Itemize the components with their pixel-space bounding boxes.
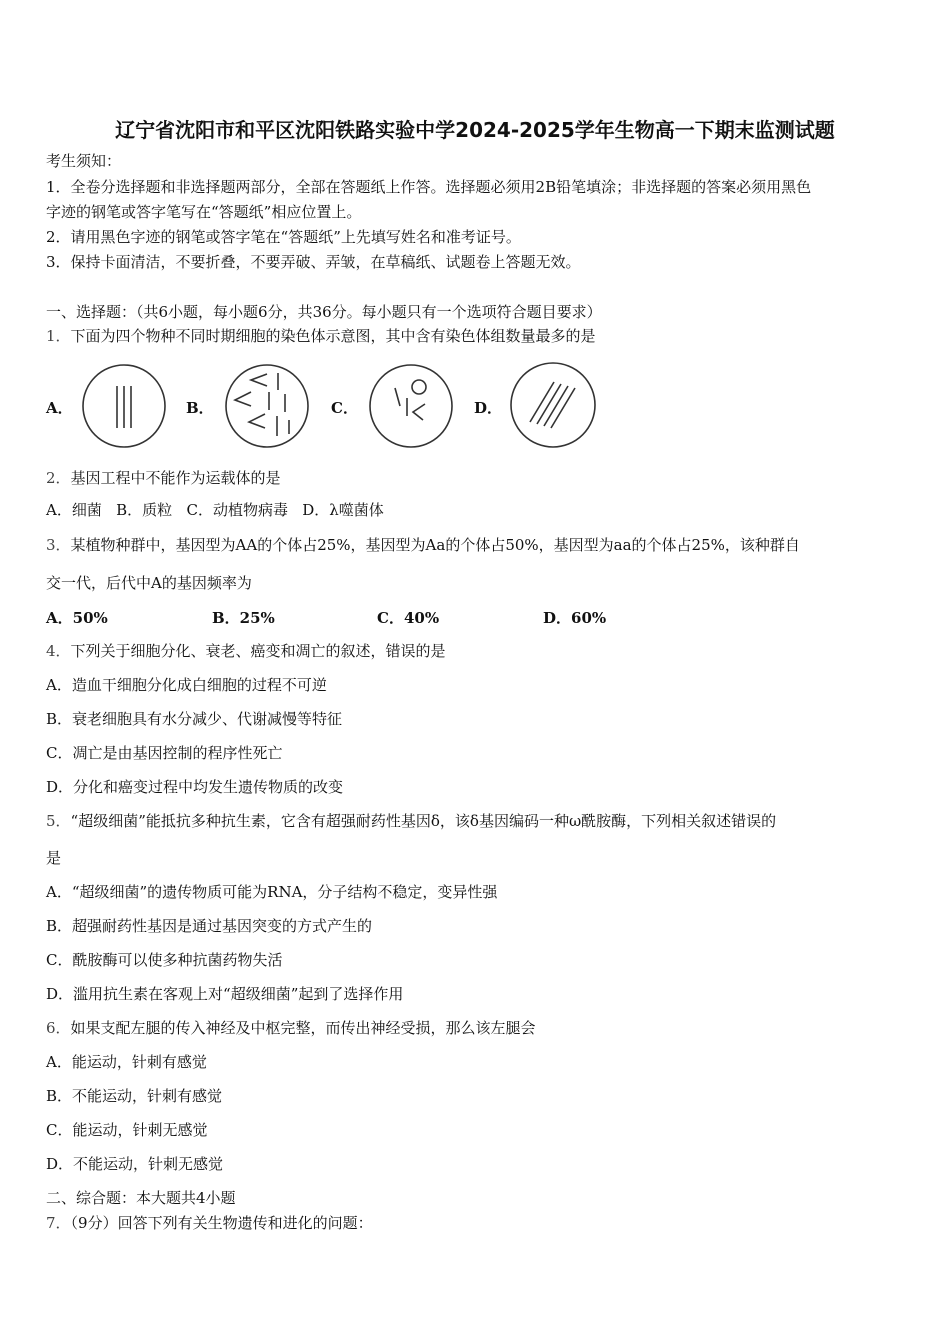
question-1 (46, 326, 596, 346)
figure-label-c: C． (331, 399, 358, 417)
cell-diagram-a (80, 362, 168, 450)
question-6 (46, 1018, 536, 1038)
question-stem: 如果支配左腿的传入神经及中枢完整，而传出神经受损，那么该左腿会 (70, 1019, 536, 1037)
question-3-stem-cont: 交一代，后代中A的基因频率为 (46, 574, 252, 592)
question-number: 5． (46, 812, 71, 830)
question-number: 3． (46, 536, 71, 554)
section-heading-choice: 一、选择题：（共6小题，每小题6分，共36分。每小题只有一个选项符合题目要求） (46, 303, 602, 321)
question-2-options: A．细菌 B．质粒 C．动植物病毒 D．λ噬菌体 (46, 501, 384, 519)
question-4-option-c: C．凋亡是由基因控制的程序性死亡 (46, 744, 283, 762)
question-stem: （9分）回答下列有关生物遗传和进化的问题： (70, 1214, 373, 1232)
question-5-option-b: B．超强耐药性基因是通过基因突变的方式产生的 (46, 917, 373, 935)
question-5-option-c: C．酰胺酶可以使多种抗菌药物失活 (46, 951, 283, 969)
question-stem: “超级细菌”能抵抗多种抗生素，它含有超强耐药性基因δ，该δ基因编码一种ω酰胺酶，下列相关叙述错误的 (70, 812, 777, 830)
notice-item-2: 2．请用黑色字迹的钢笔或答字笔在“答题纸”上先填写姓名和准考证号。 (46, 228, 521, 246)
question-5-stem-cont: 是 (46, 849, 62, 867)
figure-label-a: A． (46, 399, 73, 417)
question-4-option-a: A．造血干细胞分化成白细胞的过程不可逆 (46, 676, 327, 694)
question-5-option-a: A．“超级细菌”的遗传物质可能为RNA，分子结构不稳定，变异性强 (46, 883, 498, 901)
cell-diagram-d (508, 360, 598, 450)
figure-label-b: B． (186, 399, 214, 417)
section-heading-comprehensive: 二、综合题：本大题共4小题 (46, 1189, 236, 1207)
question-6-option-d: D．不能运动，针刺无感觉 (46, 1155, 224, 1173)
question-3-option-d: D．60% (543, 609, 607, 627)
notice-item-1-cont: 字迹的钢笔或答字笔写在“答题纸”相应位置上。 (46, 203, 362, 221)
question-number: 6． (46, 1019, 71, 1037)
question-stem: 基因工程中不能作为运载体的是 (70, 469, 281, 487)
question-3-option-a: A．50% (46, 609, 108, 627)
question-number: 1． (46, 327, 71, 345)
question-2 (46, 468, 281, 488)
question-number: 2． (46, 469, 71, 487)
question-6-option-b: B．不能运动，针刺有感觉 (46, 1087, 223, 1105)
question-3-option-b: B．25% (212, 609, 275, 627)
notice-heading: 考生须知： (46, 152, 122, 170)
question-stem: 下面为四个物种不同时期细胞的染色体示意图，其中含有染色体组数量最多的是 (70, 327, 596, 345)
question-stem: 某植物种群中，基因型为AA的个体占25%，基因型为Aa的个体占50%，基因型为aa的个体占25%，该种群自 (70, 536, 800, 554)
cell-diagram-b (223, 362, 311, 450)
question-7 (46, 1213, 373, 1233)
question-6-option-c: C．能运动，针刺无感觉 (46, 1121, 208, 1139)
question-4 (46, 641, 446, 661)
question-6-option-a: A．能运动，针刺有感觉 (46, 1053, 207, 1071)
page-title: 辽宁省沈阳市和平区沈阳铁路实验中学2024-2025学年生物高一下期末监测试题 (115, 118, 835, 142)
question-number: 7． (46, 1214, 71, 1232)
cell-diagram-c (367, 362, 455, 450)
question-3-option-c: C．40% (377, 609, 440, 627)
question-4-option-d: D．分化和癌变过程中均发生遗传物质的改变 (46, 778, 344, 796)
question-5-option-d: D．滥用抗生素在客观上对“超级细菌”起到了选择作用 (46, 985, 404, 1003)
question-4-option-b: B．衰老细胞具有水分减少、代谢减慢等特征 (46, 710, 343, 728)
notice-item-1: 1．全卷分选择题和非选择题两部分，全部在答题纸上作答。选择题必须用2B铅笔填涂；非选择题的答案必须用黑色 (46, 178, 812, 196)
question-3 (46, 535, 800, 555)
question-stem: 下列关于细胞分化、衰老、癌变和凋亡的叙述，错误的是 (70, 642, 446, 660)
figure-label-d: D． (474, 399, 503, 417)
question-5 (46, 811, 776, 831)
notice-item-3: 3．保持卡面清洁，不要折叠，不要弄破、弄皱，在草稿纸、试题卷上答题无效。 (46, 253, 581, 271)
question-number: 4． (46, 642, 71, 660)
